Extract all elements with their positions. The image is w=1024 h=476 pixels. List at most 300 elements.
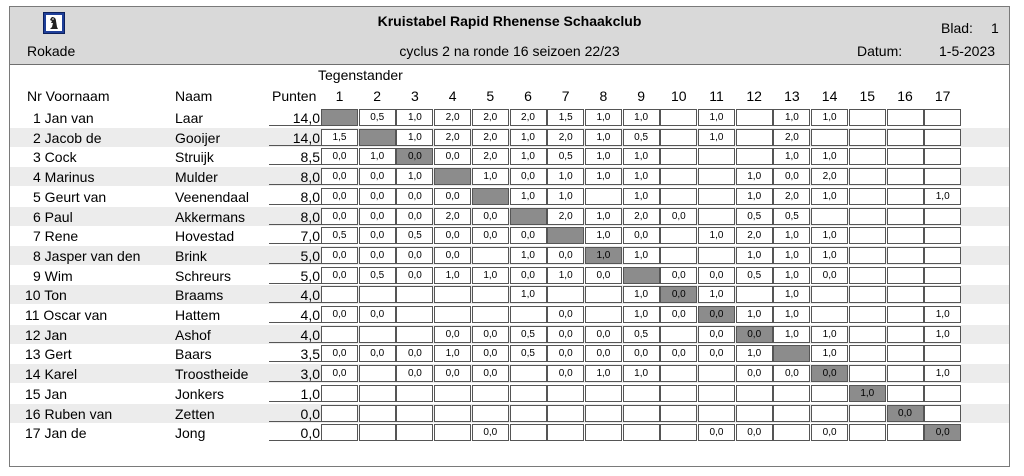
result-cell: 1,0 xyxy=(773,326,810,343)
table-row xyxy=(10,187,1009,206)
result-cell: 0,0 xyxy=(736,424,773,441)
result-cell: 1,5 xyxy=(547,109,584,126)
result-cell xyxy=(660,129,697,146)
result-cell: 1,0 xyxy=(510,188,547,205)
result-cell: 1,0 xyxy=(736,168,773,185)
result-cell xyxy=(434,424,471,441)
result-cell: 1,0 xyxy=(811,227,848,244)
result-cell: 0,0 xyxy=(510,168,547,185)
player-nr-first-name: 3 Cock xyxy=(33,149,77,166)
result-cell: 1,0 xyxy=(698,227,735,244)
column-header-opponent-7: 7 xyxy=(561,88,570,104)
player-surname: Struijk xyxy=(175,149,214,166)
result-cell xyxy=(849,208,886,225)
result-cell: 0,0 xyxy=(698,424,735,441)
result-cell xyxy=(585,424,622,441)
result-cell: 2,0 xyxy=(623,208,660,225)
result-cell: 1,0 xyxy=(811,109,848,126)
result-cell: 0,0 xyxy=(660,306,697,323)
result-cell: 1,0 xyxy=(434,345,471,362)
result-cell xyxy=(660,148,697,165)
result-cell xyxy=(811,286,848,303)
result-cell: 0,0 xyxy=(736,365,773,382)
result-cell: 0,0 xyxy=(359,247,396,264)
player-points: 14,0 xyxy=(292,129,320,146)
result-cell xyxy=(660,247,697,264)
result-cell xyxy=(698,188,735,205)
result-cell xyxy=(510,385,547,402)
player-points: 8,0 xyxy=(300,208,320,225)
result-cell: 0,0 xyxy=(510,267,547,284)
result-cell: 1,0 xyxy=(811,345,848,362)
result-cell: 2,0 xyxy=(773,188,810,205)
result-cell: 1,0 xyxy=(623,109,660,126)
result-cell xyxy=(359,424,396,441)
result-cell xyxy=(887,148,924,165)
result-cell xyxy=(849,345,886,362)
result-cell: 1,0 xyxy=(585,365,622,382)
result-cell xyxy=(887,385,924,402)
result-cell xyxy=(924,267,961,284)
result-cell: 1,0 xyxy=(623,247,660,264)
player-surname: Troostheide xyxy=(175,366,249,383)
result-cell: 0,0 xyxy=(359,208,396,225)
player-surname: Brink xyxy=(175,247,207,264)
table-row xyxy=(10,167,1009,186)
column-header-opponent-9: 9 xyxy=(637,88,645,104)
result-cell xyxy=(736,148,773,165)
result-cell xyxy=(887,424,924,441)
table-row xyxy=(10,108,1009,127)
result-cell: 0,5 xyxy=(623,129,660,146)
result-cell: 1,0 xyxy=(736,306,773,323)
result-cell: 0,0 xyxy=(585,267,622,284)
result-cell xyxy=(359,286,396,303)
result-cell: 1,0 xyxy=(434,267,471,284)
table-row xyxy=(10,207,1009,226)
result-cell: 1,0 xyxy=(510,148,547,165)
result-cell xyxy=(849,286,886,303)
result-cell: 0,5 xyxy=(736,208,773,225)
player-surname: Akkermans xyxy=(175,208,246,225)
table-row xyxy=(10,147,1009,166)
player-points: 0,0 xyxy=(300,405,320,422)
result-cell: 0,0 xyxy=(472,365,509,382)
result-cell xyxy=(773,424,810,441)
player-surname: Laar xyxy=(175,110,204,126)
result-cell: 2,0 xyxy=(434,109,471,126)
result-cell: 0,0 xyxy=(698,326,735,343)
result-cell: 1,0 xyxy=(924,306,961,323)
result-cell xyxy=(321,286,358,303)
result-cell: 0,0 xyxy=(773,168,810,185)
result-cell xyxy=(887,247,924,264)
self-cell xyxy=(472,188,509,205)
result-cell xyxy=(887,129,924,146)
result-cell xyxy=(472,247,509,264)
result-cell xyxy=(849,326,886,343)
column-header-opponent-12: 12 xyxy=(746,88,762,104)
result-cell: 1,0 xyxy=(510,247,547,264)
result-cell: 1,0 xyxy=(698,109,735,126)
result-cell xyxy=(849,129,886,146)
result-cell: 1,0 xyxy=(472,168,509,185)
result-cell xyxy=(924,286,961,303)
result-cell xyxy=(924,227,961,244)
result-cell: 0,0 xyxy=(547,326,584,343)
table-row xyxy=(10,266,1009,285)
result-cell: 0,0 xyxy=(623,227,660,244)
result-cell xyxy=(811,405,848,422)
result-cell xyxy=(585,286,622,303)
player-nr-first-name: 5 Geurt van xyxy=(33,188,107,205)
table-row xyxy=(10,364,1009,383)
result-cell: 1,0 xyxy=(585,148,622,165)
table-row xyxy=(10,246,1009,265)
result-cell: 0,0 xyxy=(321,247,358,264)
result-cell xyxy=(585,385,622,402)
result-cell: 0,0 xyxy=(773,365,810,382)
result-cell: 0,0 xyxy=(434,247,471,264)
column-header-opponent-2: 2 xyxy=(373,88,382,104)
self-cell xyxy=(773,345,810,362)
result-cell: 1,0 xyxy=(585,227,622,244)
player-surname: Mulder xyxy=(175,169,218,186)
result-cell: 0,0 xyxy=(434,148,471,165)
self-cell: 0,0 xyxy=(887,405,924,422)
result-cell: 0,0 xyxy=(321,345,358,362)
result-cell: 0,0 xyxy=(472,326,509,343)
result-cell: 1,0 xyxy=(773,109,810,126)
table-row xyxy=(10,285,1009,304)
result-cell xyxy=(547,424,584,441)
result-cell xyxy=(698,247,735,264)
result-cell xyxy=(660,227,697,244)
result-cell: 0,5 xyxy=(510,345,547,362)
result-cell: 0,5 xyxy=(736,267,773,284)
player-surname: Zetten xyxy=(175,405,215,422)
self-cell xyxy=(359,129,396,146)
player-nr-first-name: 1 Jan van xyxy=(33,110,94,126)
player-points: 4,0 xyxy=(300,307,320,323)
result-cell xyxy=(698,208,735,225)
player-nr-first-name: 14 Karel xyxy=(25,366,78,383)
result-cell xyxy=(547,405,584,422)
player-points: 4,0 xyxy=(300,287,320,304)
result-cell xyxy=(434,306,471,323)
result-cell xyxy=(472,385,509,402)
result-cell: 2,0 xyxy=(547,129,584,146)
result-cell: 0,0 xyxy=(396,365,433,382)
result-cell xyxy=(736,286,773,303)
self-cell xyxy=(321,109,358,126)
result-cell: 1,0 xyxy=(510,129,547,146)
sheet-number: 1 xyxy=(991,20,999,36)
result-cell: 1,0 xyxy=(547,267,584,284)
result-cell: 0,0 xyxy=(321,168,358,185)
result-cell: 1,0 xyxy=(773,247,810,264)
result-cell xyxy=(811,208,848,225)
result-cell: 0,0 xyxy=(811,424,848,441)
result-cell xyxy=(811,129,848,146)
result-cell: 0,5 xyxy=(359,267,396,284)
result-cell xyxy=(736,129,773,146)
result-cell: 1,0 xyxy=(472,267,509,284)
result-cell: 1,0 xyxy=(811,326,848,343)
result-cell xyxy=(811,385,848,402)
result-cell xyxy=(698,385,735,402)
player-points: 8,0 xyxy=(300,188,320,205)
result-cell: 0,0 xyxy=(321,148,358,165)
result-cell xyxy=(849,247,886,264)
player-points: 1,0 xyxy=(300,385,320,402)
result-cell xyxy=(849,365,886,382)
result-cell xyxy=(736,385,773,402)
result-cell xyxy=(359,385,396,402)
result-cell: 0,5 xyxy=(773,208,810,225)
result-cell: 1,0 xyxy=(924,365,961,382)
self-cell: 1,0 xyxy=(585,247,622,264)
result-cell: 1,0 xyxy=(547,168,584,185)
result-cell: 2,0 xyxy=(472,148,509,165)
self-cell: 0,0 xyxy=(660,286,697,303)
table-row xyxy=(10,128,1009,147)
table-row xyxy=(10,305,1009,324)
result-cell xyxy=(887,188,924,205)
result-cell: 2,0 xyxy=(547,208,584,225)
column-header-opponent-14: 14 xyxy=(821,88,838,104)
player-surname: Veenendaal xyxy=(175,188,249,205)
result-cell: 1,0 xyxy=(547,188,584,205)
sheet-label: Blad: xyxy=(941,20,973,36)
result-cell xyxy=(887,306,924,323)
player-nr-first-name: 2 Jacob de xyxy=(33,129,102,146)
player-surname: Ashof xyxy=(175,326,211,343)
self-cell xyxy=(547,227,584,244)
result-cell xyxy=(623,424,660,441)
result-cell xyxy=(924,405,961,422)
result-cell: 0,5 xyxy=(510,326,547,343)
result-cell xyxy=(321,405,358,422)
table-row xyxy=(10,423,1009,442)
result-cell: 2,0 xyxy=(736,227,773,244)
self-cell: 0,0 xyxy=(396,148,433,165)
result-cell xyxy=(887,267,924,284)
result-cell xyxy=(396,424,433,441)
result-cell: 1,0 xyxy=(811,247,848,264)
player-points: 0,0 xyxy=(300,425,320,442)
result-cell: 0,0 xyxy=(434,188,471,205)
result-cell: 1,0 xyxy=(585,208,622,225)
player-surname: Hattem xyxy=(175,307,221,323)
result-cell: 0,0 xyxy=(321,188,358,205)
self-cell xyxy=(510,208,547,225)
column-header-opponent-3: 3 xyxy=(410,88,419,104)
result-cell xyxy=(510,405,547,422)
result-cell: 1,0 xyxy=(698,286,735,303)
column-header-opponent-11: 11 xyxy=(709,88,724,104)
result-cell: 2,0 xyxy=(811,168,848,185)
result-cell: 0,0 xyxy=(698,267,735,284)
result-cell xyxy=(321,424,358,441)
result-cell xyxy=(849,188,886,205)
player-points: 3,0 xyxy=(300,366,320,383)
player-nr-first-name: 10 Ton xyxy=(25,287,67,304)
result-cell: 2,0 xyxy=(472,129,509,146)
result-cell: 0,0 xyxy=(396,208,433,225)
result-cell xyxy=(472,286,509,303)
result-cell xyxy=(660,365,697,382)
column-header-opponent-10: 10 xyxy=(671,88,687,104)
result-cell xyxy=(434,286,471,303)
result-cell xyxy=(321,326,358,343)
column-header-opponent-13: 13 xyxy=(784,88,800,104)
result-cell xyxy=(547,286,584,303)
player-surname: Schreurs xyxy=(175,267,232,284)
result-cell: 1,0 xyxy=(773,306,810,323)
page-subtitle: cyclus 2 na ronde 16 seizoen 22/23 xyxy=(399,43,620,59)
result-cell: 0,0 xyxy=(396,345,433,362)
result-cell xyxy=(887,227,924,244)
result-cell xyxy=(887,109,924,126)
column-header-opponent-4: 4 xyxy=(448,88,457,104)
result-cell: 0,0 xyxy=(660,267,697,284)
result-cell xyxy=(660,168,697,185)
result-cell xyxy=(660,109,697,126)
result-cell: 0,0 xyxy=(472,424,509,441)
result-cell xyxy=(736,109,773,126)
result-cell: 0,0 xyxy=(359,306,396,323)
result-cell xyxy=(698,148,735,165)
column-header-opponent-17: 17 xyxy=(934,88,951,104)
result-cell: 1,0 xyxy=(623,365,660,382)
result-cell xyxy=(623,385,660,402)
result-cell: 1,0 xyxy=(396,168,433,185)
result-cell xyxy=(887,326,924,343)
result-cell: 0,0 xyxy=(547,345,584,362)
result-cell: 0,0 xyxy=(472,345,509,362)
player-points: 8,5 xyxy=(300,149,320,166)
result-cell xyxy=(396,405,433,422)
result-cell: 0,5 xyxy=(321,227,358,244)
result-cell xyxy=(472,405,509,422)
result-cell: 0,0 xyxy=(623,345,660,362)
player-nr-first-name: 6 Paul xyxy=(33,208,73,225)
self-cell: 0,0 xyxy=(811,365,848,382)
result-cell xyxy=(660,385,697,402)
result-cell: 1,0 xyxy=(736,188,773,205)
player-surname: Hovestad xyxy=(175,228,235,245)
result-cell: 0,0 xyxy=(698,345,735,362)
result-cell: 0,0 xyxy=(321,267,358,284)
column-header-opponent-15: 15 xyxy=(859,88,876,104)
column-header-opponent-6: 6 xyxy=(524,88,532,104)
result-cell xyxy=(924,129,961,146)
result-cell xyxy=(849,306,886,323)
result-cell: 1,0 xyxy=(773,148,810,165)
result-cell xyxy=(585,306,622,323)
column-header-opponent-16: 16 xyxy=(897,88,913,104)
table-row xyxy=(10,325,1009,344)
result-cell xyxy=(396,326,433,343)
column-header-opponent-1: 1 xyxy=(335,88,344,104)
result-cell xyxy=(924,247,961,264)
result-cell xyxy=(434,405,471,422)
player-nr-first-name: 11 Oscar van xyxy=(25,307,108,323)
result-cell: 0,0 xyxy=(660,208,697,225)
result-cell: 0,0 xyxy=(547,247,584,264)
player-nr-first-name: 13 Gert xyxy=(25,346,72,363)
column-header-opponent-5: 5 xyxy=(486,88,495,104)
result-cell xyxy=(849,424,886,441)
result-cell xyxy=(887,168,924,185)
player-surname: Jong xyxy=(175,425,206,442)
player-nr-first-name: 16 Ruben van xyxy=(25,405,113,422)
result-cell: 1,0 xyxy=(924,326,961,343)
result-cell: 1,0 xyxy=(396,129,433,146)
result-cell: 1,0 xyxy=(359,148,396,165)
result-cell: 0,0 xyxy=(472,227,509,244)
result-cell: 1,0 xyxy=(736,345,773,362)
result-cell: 0,0 xyxy=(811,267,848,284)
player-nr-first-name: 17 Jan de xyxy=(25,425,87,442)
result-cell xyxy=(660,405,697,422)
result-cell: 0,5 xyxy=(623,326,660,343)
result-cell: 0,0 xyxy=(359,227,396,244)
result-cell xyxy=(811,306,848,323)
date-label: Datum: xyxy=(857,43,903,59)
player-points: 5,0 xyxy=(300,247,320,264)
result-cell xyxy=(849,267,886,284)
opponent-header: Tegenstander xyxy=(318,67,403,83)
result-cell: 0,0 xyxy=(359,188,396,205)
player-surname: Braams xyxy=(175,287,224,304)
result-cell: 1,0 xyxy=(585,129,622,146)
result-cell: 0,5 xyxy=(359,109,396,126)
player-nr-first-name: 8 Jasper van den xyxy=(33,247,141,264)
self-cell: 0,0 xyxy=(924,424,961,441)
result-cell xyxy=(887,365,924,382)
result-cell: 0,0 xyxy=(396,247,433,264)
player-points: 3,5 xyxy=(300,346,320,363)
sheet-header xyxy=(10,7,1009,65)
result-cell xyxy=(849,109,886,126)
result-cell xyxy=(585,405,622,422)
result-cell xyxy=(396,385,433,402)
self-cell: 1,0 xyxy=(849,385,886,402)
self-cell xyxy=(434,168,471,185)
player-nr-first-name: 7 Rene xyxy=(33,228,79,245)
result-cell: 0,0 xyxy=(359,345,396,362)
result-cell: 0,0 xyxy=(510,227,547,244)
result-cell: 0,0 xyxy=(585,345,622,362)
result-cell: 0,0 xyxy=(547,365,584,382)
result-cell xyxy=(773,385,810,402)
column-header-points: Punten xyxy=(272,88,317,104)
table-row xyxy=(10,344,1009,363)
result-cell xyxy=(510,365,547,382)
result-cell: 1,0 xyxy=(773,286,810,303)
result-cell xyxy=(924,345,961,362)
result-cell xyxy=(924,385,961,402)
player-surname: Baars xyxy=(175,346,212,363)
result-cell: 0,0 xyxy=(547,306,584,323)
result-cell xyxy=(396,286,433,303)
result-cell: 1,0 xyxy=(585,109,622,126)
crosstable-sheet xyxy=(9,6,1010,467)
result-cell: 1,0 xyxy=(811,148,848,165)
result-cell: 1,0 xyxy=(585,168,622,185)
